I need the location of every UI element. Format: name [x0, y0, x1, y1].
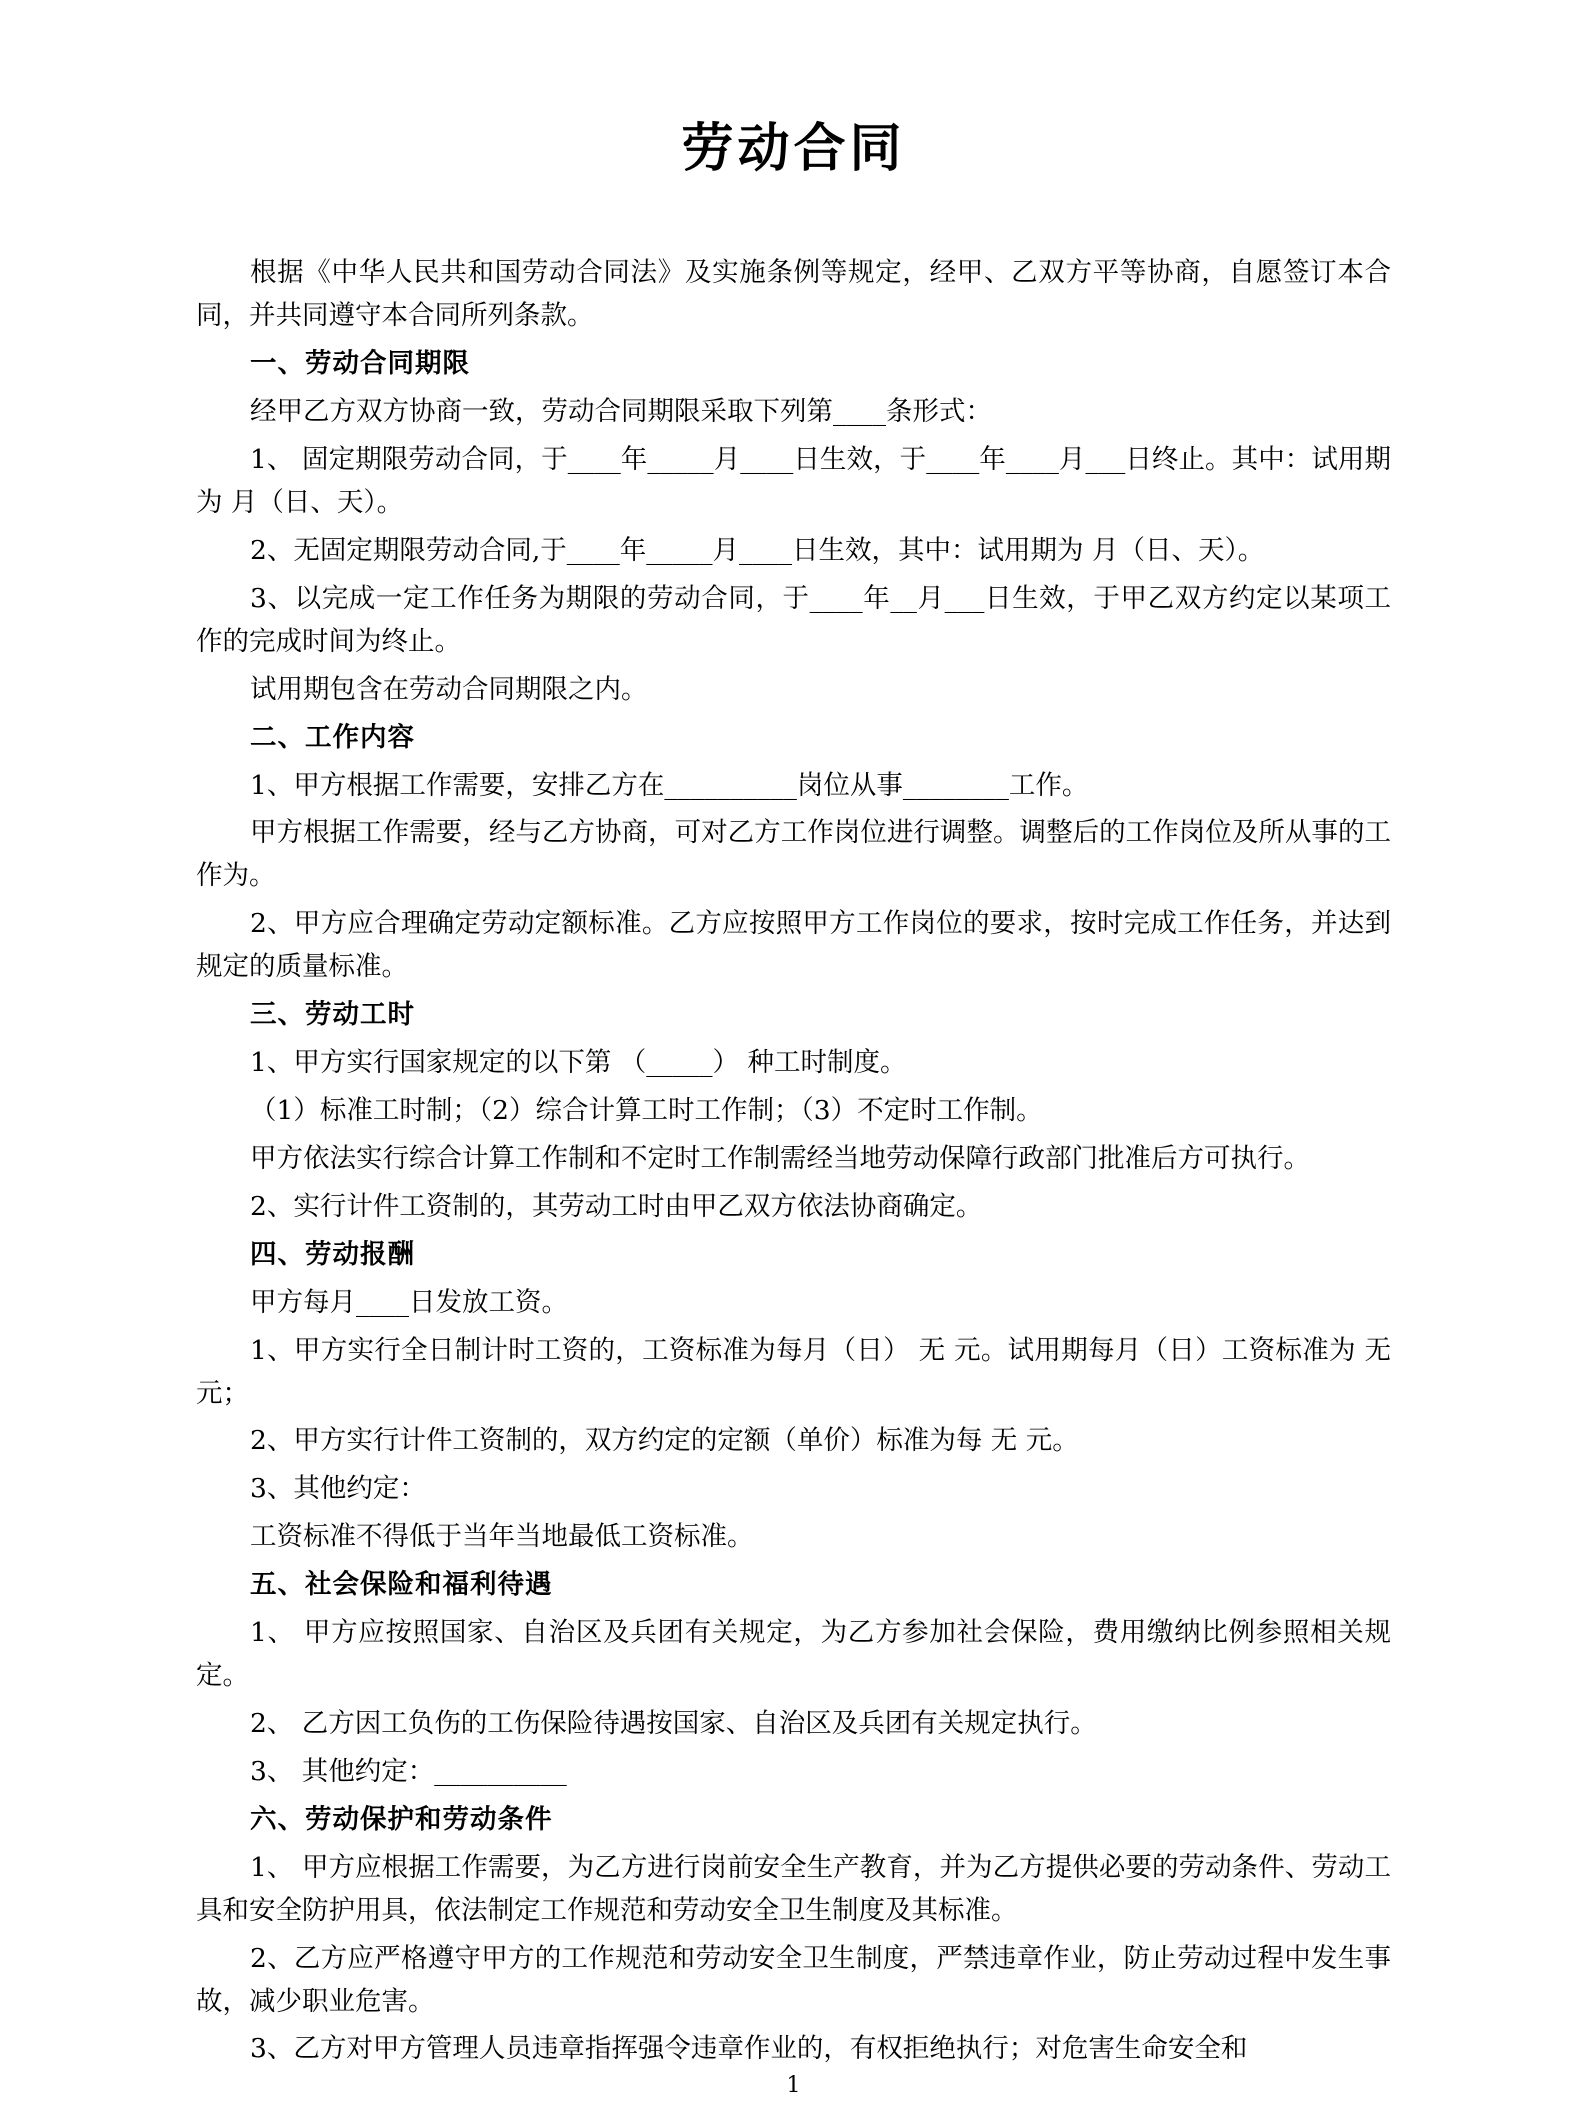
section-heading-3: 三、劳动工时	[250, 999, 415, 1031]
section-heading-1: 一、劳动合同期限	[250, 348, 470, 380]
page-title: 劳动合同	[681, 119, 906, 179]
section-heading-4: 四、劳动报酬	[250, 1238, 415, 1270]
section-heading-2: 二、工作内容	[250, 721, 415, 753]
section-3-paragraph-1: 1、甲方实行国家规定的以下第 （_____） 种工时制度。	[250, 1047, 907, 1079]
section-4-paragraph-2: 1、甲方实行全日制计时工资的，工资标准为每月（日） 无 元。试用期每月（日）工资标准为 无 元；	[196, 1334, 1391, 1409]
section-2-paragraph-1: 1、甲方根据工作需要，安排乙方在__________岗位从事________工作。	[250, 769, 1089, 801]
section-heading-6: 六、劳动保护和劳动条件	[250, 1803, 553, 1835]
section-4-paragraph-3: 2、甲方实行计件工资制的，双方约定的定额（单价）标准为每 无 元。	[250, 1425, 1079, 1457]
section-4-paragraph-5: 工资标准不得低于当年当地最低工资标准。	[250, 1521, 754, 1553]
section-5-paragraph-3: 3、 其他约定：__________	[250, 1755, 567, 1787]
section-4-paragraph-4: 3、其他约定：	[250, 1473, 426, 1505]
section-3-paragraph-3: 甲方依法实行综合计算工作制和不定时工作制需经当地劳动保障行政部门批准后方可执行。	[250, 1142, 1310, 1174]
section-heading-5: 五、社会保险和福利待遇	[250, 1569, 553, 1601]
preamble-paragraph: 根据《中华人民共和国劳动合同法》及实施条例等规定，经甲、乙双方平等协商，自愿签订本合同，并共同遵守本合同所列条款。	[196, 257, 1391, 332]
section-3-paragraph-4: 2、实行计件工资制的，其劳动工时由甲乙双方依法协商确定。	[250, 1190, 983, 1222]
section-2-paragraph-2: 甲方根据工作需要，经与乙方协商，可对乙方工作岗位进行调整。调整后的工作岗位及所从事的工作为。	[196, 817, 1391, 892]
section-4-paragraph-1: 甲方每月____日发放工资。	[250, 1286, 568, 1318]
section-5-paragraph-2: 2、 乙方因工负伤的工伤保险待遇按国家、自治区及兵团有关规定执行。	[250, 1707, 1097, 1739]
section-5-paragraph-1: 1、 甲方应按照国家、自治区及兵团有关规定，为乙方参加社会保险，费用缴纳比例参照相关规定。	[196, 1617, 1391, 1692]
section-6-paragraph-2: 2、乙方应严格遵守甲方的工作规范和劳动安全卫生制度，严禁违章作业，防止劳动过程中发生事故，减少职业危害。	[196, 1942, 1391, 2017]
section-6-paragraph-3: 3、乙方对甲方管理人员违章指挥强令违章作业的，有权拒绝执行；对危害生命安全和	[250, 2033, 1248, 2065]
section-1-paragraph-3: 2、无固定期限劳动合同,于____年_____月____日生效，其中：试用期为 月（日、天）。	[250, 534, 1265, 566]
section-2-paragraph-3: 2、甲方应合理确定劳动定额标准。乙方应按照甲方工作岗位的要求，按时完成工作任务，并达到规定的质量标准。	[196, 908, 1391, 983]
section-1-paragraph-2: 1、 固定期限劳动合同，于____年_____月____日生效，于____年____月___日终止。其中：试用期为 月（日、天）。	[196, 444, 1391, 518]
section-1-paragraph-4: 3、以完成一定工作任务为期限的劳动合同，于____年__月___日生效，于甲乙双方约定以某项工作的完成时间为终止。	[196, 582, 1391, 657]
page-number: 1	[786, 2073, 801, 2099]
section-6-paragraph-1: 1、 甲方应根据工作需要，为乙方进行岗前安全生产教育，并为乙方提供必要的劳动条件、劳动工具和安全防护用具，依法制定工作规范和劳动安全卫生制度及其标准。	[196, 1851, 1391, 1926]
section-1-paragraph-5: 试用期包含在劳动合同期限之内。	[250, 673, 648, 705]
section-1-paragraph-1: 经甲乙方双方协商一致，劳动合同期限采取下列第____条形式：	[250, 396, 992, 428]
section-3-paragraph-2: （1）标准工时制；（2）综合计算工时工作制；（3）不定时工作制。	[250, 1094, 1043, 1126]
